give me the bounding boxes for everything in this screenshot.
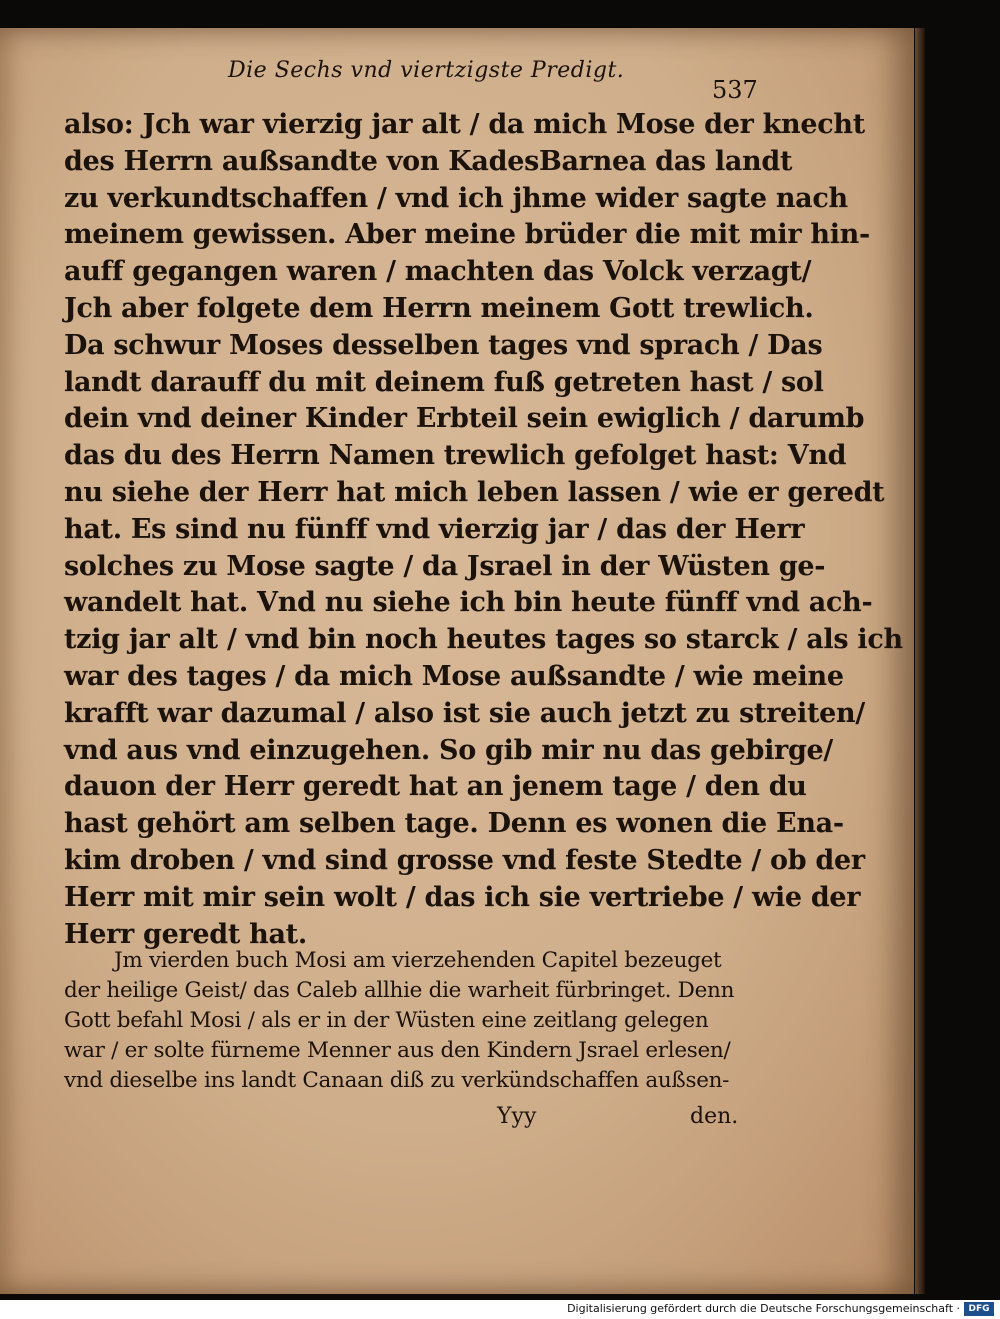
body-line: hast gehört am selben tage. Denn es wonen die Ena- [64,808,844,840]
body-line: Jch aber folgete dem Herrn meinem Gott trewlich. [64,292,814,324]
body-line: Da schwur Moses desselben tages vnd sprach / Das [64,329,823,361]
body-line: landt darauff du mit deinem fuß getreten hast / sol [64,366,824,398]
body-line: das du des Herrn Namen trewlich gefolget hast: Vnd [64,440,847,472]
body-line: Herr mit mir sein wolt / das ich sie vertriebe / wie der [64,881,861,913]
commentary-line: Jm vierden buch Mosi am vierzehenden Capitel bezeuget [114,948,722,973]
body-line: dauon der Herr geredt hat an jenem tage / den du [64,771,807,803]
body-line: dein vnd deiner Kinder Erbteil sein ewiglich / darumb [64,403,865,435]
body-line: des Herrn außsandte von KadesBarnea das landt [64,145,793,177]
body-line: solches zu Mose sagte / da Jsrael in der Wüsten ge- [64,550,826,582]
commentary-line: der heilige Geist/ das Caleb allhie die warheit fürbringet. Denn [64,978,735,1003]
body-line: zu verkundtschaffen / vnd ich jhme wider sagte nach [64,182,848,214]
signature-mark: Yyy [497,1104,537,1129]
body-line: vnd aus vnd einzugehen. So gib mir nu das gebirge/ [64,734,833,766]
body-line: tzig jar alt / vnd bin noch heutes tages so starck / als ich [64,624,903,656]
commentary-line: vnd dieselbe ins landt Canaan diß zu verkündschaffen außsen- [64,1068,730,1093]
body-line: krafft war dazumal / also ist sie auch jetzt zu streiten/ [64,697,865,729]
body-line: kim droben / vnd sind grosse vnd feste Stedte / ob der [64,844,865,876]
page-number: 537 [712,76,758,104]
body-line: meinem gewissen. Aber meine brüder die mit mir hin- [64,219,870,251]
body-line: Herr geredt hat. [64,918,307,950]
catchword: den. [690,1104,739,1129]
funding-notice: Digitalisierung gefördert durch die Deutsche Forschungsgemeinschaft · [567,1302,960,1315]
body-line: auff gegangen waren / machten das Volck verzagt/ [64,256,812,288]
page-edge [915,28,925,1294]
body-text [64,107,903,953]
body-line: war des tages / da mich Mose außsandte / wie meine [64,660,844,692]
body-line: nu siehe der Herr hat mich leben lassen / wie er geredt [64,476,885,508]
running-head: Die Sechs vnd viertzigste Predigt. [228,58,625,83]
body-line: also: Jch war vierzig jar alt / da mich Mose der knecht [64,109,865,140]
body-line: wandelt hat. Vnd nu siehe ich bin heute fünff vnd ach- [64,587,873,619]
body-line: hat. Es sind nu fünff vnd vierzig jar / das der Herr [64,513,805,545]
commentary-line: war / er solte fürneme Menner aus den Kindern Jsrael erlesen/ [64,1038,731,1063]
commentary-line: Gott befahl Mosi / als er in der Wüsten eine zeitlang gelegen [64,1008,709,1033]
commentary-text [64,946,754,1096]
dfg-logo: DFG [964,1302,994,1316]
